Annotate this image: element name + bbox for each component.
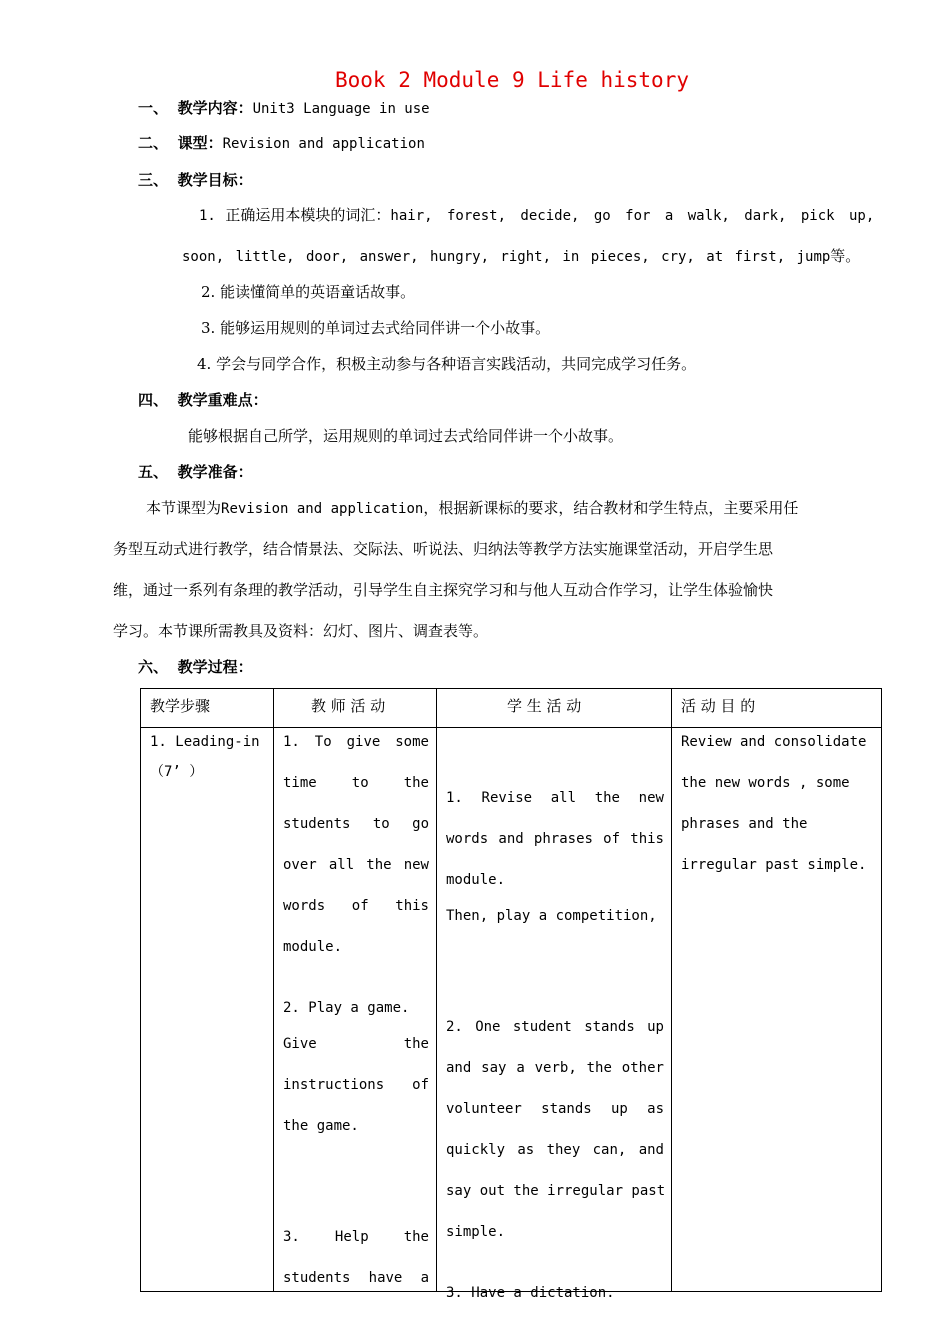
- goal-1: [199, 204, 874, 225]
- word: a: [516, 1060, 525, 1076]
- word: 2.: [446, 1019, 463, 1035]
- word: to: [372, 816, 390, 832]
- step-name: 1. Leading-in: [150, 734, 260, 750]
- word: some: [395, 734, 429, 750]
- goal-text: 正确运用本模块的词汇：: [225, 206, 391, 224]
- prep-text: 本节课型为: [146, 499, 222, 517]
- word: the: [586, 1060, 612, 1076]
- student-line: [446, 1060, 664, 1076]
- section-label: 教学过程：: [177, 658, 253, 676]
- section-key-points: [138, 389, 268, 410]
- student-line: say out the irregular past: [446, 1183, 666, 1199]
- word: all: [550, 790, 577, 806]
- teacher-line: the game.: [283, 1118, 359, 1134]
- word: words: [283, 898, 326, 914]
- section-number: 一、: [138, 99, 169, 117]
- word: of: [351, 898, 369, 914]
- header-student: 学 生 活 动: [507, 697, 582, 715]
- word: and: [446, 1060, 472, 1076]
- student-cell: [437, 728, 672, 1301]
- word: say: [481, 1060, 507, 1076]
- word: can,: [592, 1142, 627, 1158]
- word: words: [446, 831, 489, 847]
- section-value: Unit3 Language in use: [252, 101, 430, 117]
- student-line: 3. Have a dictation.: [446, 1285, 615, 1301]
- student-line: [446, 1019, 664, 1035]
- header-cell: [141, 689, 274, 728]
- word: go: [412, 816, 429, 832]
- goal-words: soon, little, door, answer, hungry, right, in pieces, cry, at first, jump: [182, 249, 831, 265]
- word: stands: [584, 1019, 635, 1035]
- word: give: [346, 734, 381, 750]
- goal-end: 等。: [830, 247, 861, 265]
- section-value: Revision and application: [222, 136, 425, 152]
- word: phrases: [533, 831, 593, 847]
- prep-course-type: Revision and application: [221, 501, 424, 517]
- teacher-line: [283, 1036, 429, 1052]
- student-line: simple.: [446, 1224, 506, 1240]
- section-number: 二、: [138, 134, 169, 152]
- key-point-text: 能够根据自己所学，运用规则的单词过去式给同伴讲一个小故事。: [188, 427, 624, 445]
- table-header-row: [141, 689, 882, 728]
- word: stands: [541, 1101, 592, 1117]
- word: up: [611, 1101, 628, 1117]
- section-number: 四、: [138, 391, 169, 409]
- word: the: [403, 1036, 429, 1052]
- header-cell: [274, 689, 437, 728]
- word: verb,: [534, 1060, 577, 1076]
- word: the: [403, 1229, 429, 1245]
- section-preparation: [138, 461, 253, 482]
- table-row: [141, 728, 882, 1292]
- word: One: [475, 1019, 501, 1035]
- prep-text: ，根据新课标的要求，结合教材和学生特点，主要采用任: [423, 499, 799, 517]
- section-number: 五、: [138, 463, 169, 481]
- word: have: [368, 1270, 403, 1286]
- word: Revise: [481, 790, 533, 806]
- word: as: [647, 1101, 664, 1117]
- student-line: [446, 831, 664, 847]
- prep-line-2: 务型互动式进行教学，结合情景法、交际法、听说法、归纳法等教学方法实施课堂活动，开启学生思: [113, 540, 774, 558]
- word: 1.: [446, 790, 463, 806]
- teacher-line: [283, 775, 429, 791]
- student-line: [446, 1101, 664, 1117]
- student-line: [446, 790, 664, 806]
- word: instructions: [283, 1077, 385, 1093]
- word: other: [621, 1060, 664, 1076]
- word: this: [630, 831, 664, 847]
- teacher-line: 2. Play a game.: [283, 1000, 410, 1016]
- word: students: [283, 1270, 351, 1286]
- word: up: [647, 1019, 664, 1035]
- purpose-line: Review and consolidate: [681, 734, 867, 750]
- teacher-line: [283, 1077, 429, 1093]
- section-number: 三、: [138, 171, 169, 189]
- prep-line-4: 学习。本节课所需教具及资料：幻灯、图片、调查表等。: [113, 622, 489, 640]
- section-number: 六、: [138, 658, 169, 676]
- goal-3: 3. 能够运用规则的单词过去式给同伴讲一个小故事。: [201, 319, 551, 337]
- word: over: [283, 857, 317, 873]
- section-type: [138, 132, 425, 153]
- word: all: [328, 857, 355, 873]
- word: new: [403, 857, 429, 873]
- section-label: 教学重难点：: [177, 391, 268, 409]
- goal-words: hair, forest, decide, go for a walk, dark, pick up,: [390, 208, 875, 224]
- word: 1.: [283, 734, 300, 750]
- teacher-line: [283, 1229, 429, 1245]
- section-label: 教学目标：: [177, 171, 253, 189]
- teacher-line: [283, 857, 429, 873]
- word: Give: [283, 1036, 317, 1052]
- word: time: [283, 775, 317, 791]
- header-cell: [437, 689, 672, 728]
- goal-4: 4. 学会与同学合作，积极主动参与各种语言实践活动，共同完成学习任务。: [197, 355, 697, 373]
- word: of: [603, 831, 621, 847]
- section-label: 课型：: [177, 134, 223, 152]
- prep-line-1: [146, 497, 798, 518]
- teacher-cell: [274, 728, 437, 1292]
- word: to: [351, 775, 369, 791]
- purpose-line: the new words , some: [681, 775, 850, 791]
- section-label: 教学准备：: [177, 463, 253, 481]
- word: as: [517, 1142, 535, 1158]
- word: new: [638, 790, 664, 806]
- section-process: [138, 656, 253, 677]
- prep-line-3: 维，通过一系列有条理的教学活动，引导学生自主探究学习和与他人互动合作学习，让学生体验愉快: [113, 581, 774, 599]
- header-cell: [672, 689, 882, 728]
- header-teacher: 教 师 活 动: [311, 697, 386, 715]
- word: 3.: [283, 1229, 300, 1245]
- word: and: [498, 831, 524, 847]
- section-label: 教学内容：: [177, 99, 253, 117]
- student-line: module.: [446, 872, 506, 888]
- goal-number: 1.: [199, 208, 216, 224]
- word: they: [546, 1142, 581, 1158]
- teacher-line: [283, 898, 429, 914]
- teacher-line: [283, 734, 429, 750]
- word: the: [366, 857, 392, 873]
- word: student: [512, 1019, 572, 1035]
- word: volunteer: [446, 1101, 522, 1117]
- lesson-process-table: [140, 688, 882, 1301]
- page-title: Book 2 Module 9 Life history: [334, 68, 689, 92]
- goal-2: 2. 能读懂简单的英语童话故事。: [201, 283, 416, 301]
- section-goals: [138, 169, 253, 190]
- student-line: [446, 1142, 664, 1158]
- word: the: [594, 790, 620, 806]
- word: students: [283, 816, 351, 832]
- word: a: [420, 1270, 429, 1286]
- word: the: [403, 775, 429, 791]
- student-line: Then, play a competition,: [446, 908, 657, 924]
- teacher-line: [283, 816, 429, 832]
- word: of: [412, 1077, 429, 1093]
- header-purpose: 活 动 目 的: [681, 697, 756, 715]
- purpose-line: phrases and the: [681, 816, 808, 832]
- word: quickly: [446, 1142, 506, 1158]
- word: and: [638, 1142, 664, 1158]
- word: To: [314, 734, 332, 750]
- purpose-line: irregular past simple.: [681, 857, 867, 873]
- section-content: [138, 97, 430, 118]
- step-time: （7’ ）: [150, 764, 204, 780]
- purpose-cell: [672, 728, 882, 1292]
- teacher-line: module.: [283, 939, 343, 955]
- header-step: 教学步骤: [150, 697, 211, 715]
- step-cell: [141, 728, 274, 1292]
- teacher-line: [283, 1270, 429, 1286]
- goal-1-continued: [182, 245, 860, 266]
- word: this: [395, 898, 429, 914]
- word: Help: [334, 1229, 369, 1245]
